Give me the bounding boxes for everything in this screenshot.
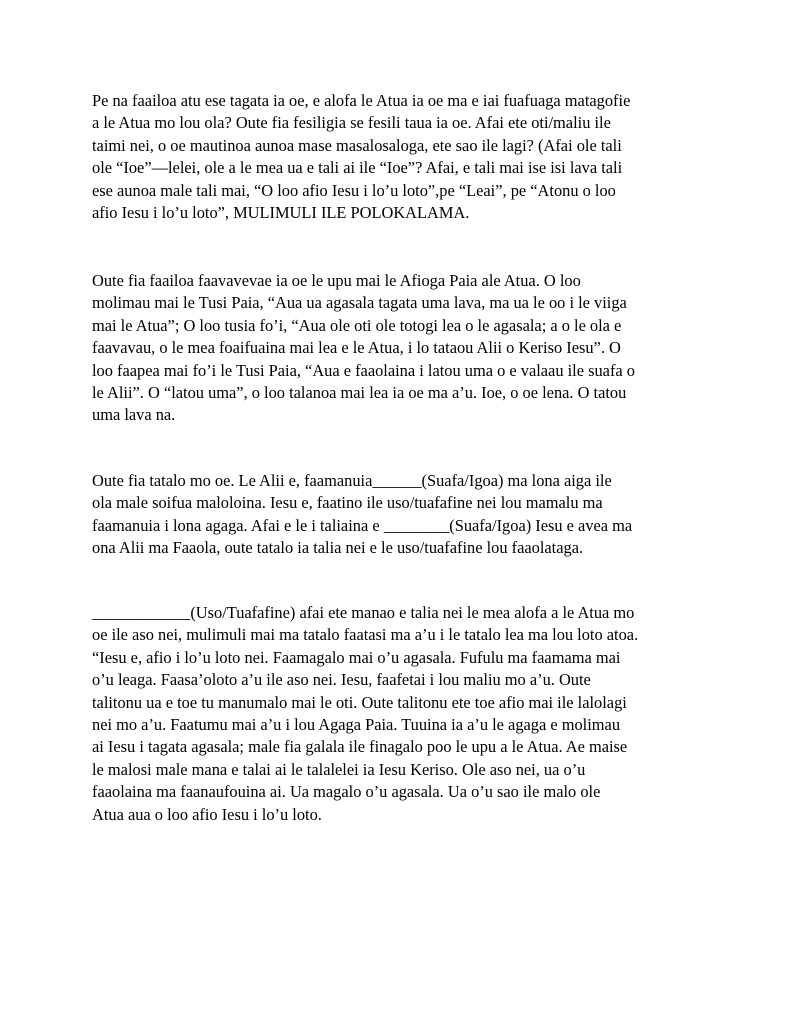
text-line: ona Alii ma Faaola, oute tatalo ia talia nei e le uso/tuafafine lou faaolataga. bbox=[92, 538, 584, 558]
paragraph-introduction bbox=[92, 90, 732, 224]
text-line: ai Iesu i tagata agasala; male fia galala ile finagalo poo le upu a le Atua. Ae maise bbox=[92, 737, 628, 757]
text-line: talitonu ua e toe tu manumalo mai le oti. Oute talitonu ete toe afio mai ile lalolagi bbox=[92, 692, 627, 712]
text-line: loo faapea mai fo’i le Tusi Paia, “Aua e faaolaina i latou uma o e valaau ile suafa o bbox=[92, 360, 635, 380]
text-line: a le Atua mo lou ola? Oute fia fesiligia se fesili taua ia oe. Afai ete oti/maliu ile bbox=[92, 113, 611, 133]
text-line: ese aunoa male tali mai, “O loo afio Iesu i lo’u loto”,pe “Leai”, pe “Atonu o loo bbox=[92, 180, 616, 200]
text-line: ola male soifua maloloina. Iesu e, faatino ile uso/tuafafine nei lou mamalu ma bbox=[92, 493, 603, 513]
text-line: ole “Ioe”—lelei, ole a le mea ua e tali ai ile “Ioe”? Afai, e tali mai ise isi lava tali bbox=[92, 158, 623, 178]
text-line: Oute fia faailoa faavavevae ia oe le upu mai le Afioga Paia ale Atua. O loo bbox=[92, 271, 581, 290]
paragraph-scripture bbox=[92, 270, 732, 427]
text-line: nei mo a’u. Faatumu mai a’u i lou Agaga Paia. Tuuina ia a’u le agaga e molimau bbox=[92, 715, 621, 735]
text-line: Oute fia tatalo mo oe. Le Alii e, faamanuia______(Suafa/Igoa) ma lona aiga ile bbox=[92, 471, 612, 490]
text-line: faavavau, o le mea foaifuaina mai lea e le Atua, i lo tataou Alii o Keriso Iesu”. O bbox=[92, 338, 621, 358]
text-line: o’u leaga. Faasa’oloto a’u ile aso nei. Iesu, faafetai i lou maliu mo a’u. Oute bbox=[92, 670, 591, 690]
text-line: uma lava na. bbox=[92, 405, 176, 425]
text-line: le malosi male mana e talai ai le talalelei ia Iesu Keriso. Ole aso nei, ua o’u bbox=[92, 759, 586, 779]
text-line: “Iesu e, afio i lo’u loto nei. Faamagalo mai o’u agasala. Fufulu ma faamama mai bbox=[92, 647, 621, 667]
text-line: afio Iesu i lo’u loto”, MULIMULI ILE POLOKALAMA. bbox=[92, 203, 470, 223]
text-line: oe ile aso nei, mulimuli mai ma tatalo faatasi ma a’u i le tatalo lea ma lou loto atoa. bbox=[92, 625, 639, 645]
text-line: le Alii”. O “latou uma”, o loo talanoa mai lea ia oe ma a’u. Ioe, o oe lena. O tatou bbox=[92, 383, 627, 403]
text-line: ____________(Uso/Tuafafine) afai ete manao e talia nei le mea alofa a le Atua mo bbox=[92, 603, 635, 622]
text-line: faamanuia i lona agaga. Afai e le i taliaina e ________(Suafa/Igoa) Iesu e avea ma bbox=[92, 515, 633, 535]
text-line: mai le Atua”; O loo tusia fo’i, “Aua ole oti ole totogi lea o le agasala; a o le ola e bbox=[92, 315, 622, 335]
text-line: Pe na faailoa atu ese tagata ia oe, e alofa le Atua ia oe ma e iai fuafuaga matagofie bbox=[92, 91, 631, 110]
paragraph-prayer-for bbox=[92, 470, 732, 560]
text-line: taimi nei, o oe mautinoa aunoa mase masalosaloga, ete sao ile lagi? (Afai ole tali bbox=[92, 135, 622, 155]
text-line: faaolaina ma faanaufouina ai. Ua magalo o’u agasala. Ua o’u sao ile malo ole bbox=[92, 782, 601, 802]
paragraph-prayer-of-salvation bbox=[92, 602, 732, 826]
text-line: Atua aua o loo afio Iesu i lo’u loto. bbox=[92, 804, 322, 824]
text-line: molimau mai le Tusi Paia, “Aua ua agasala tagata uma lava, ma ua le oo i le viiga bbox=[92, 293, 627, 313]
